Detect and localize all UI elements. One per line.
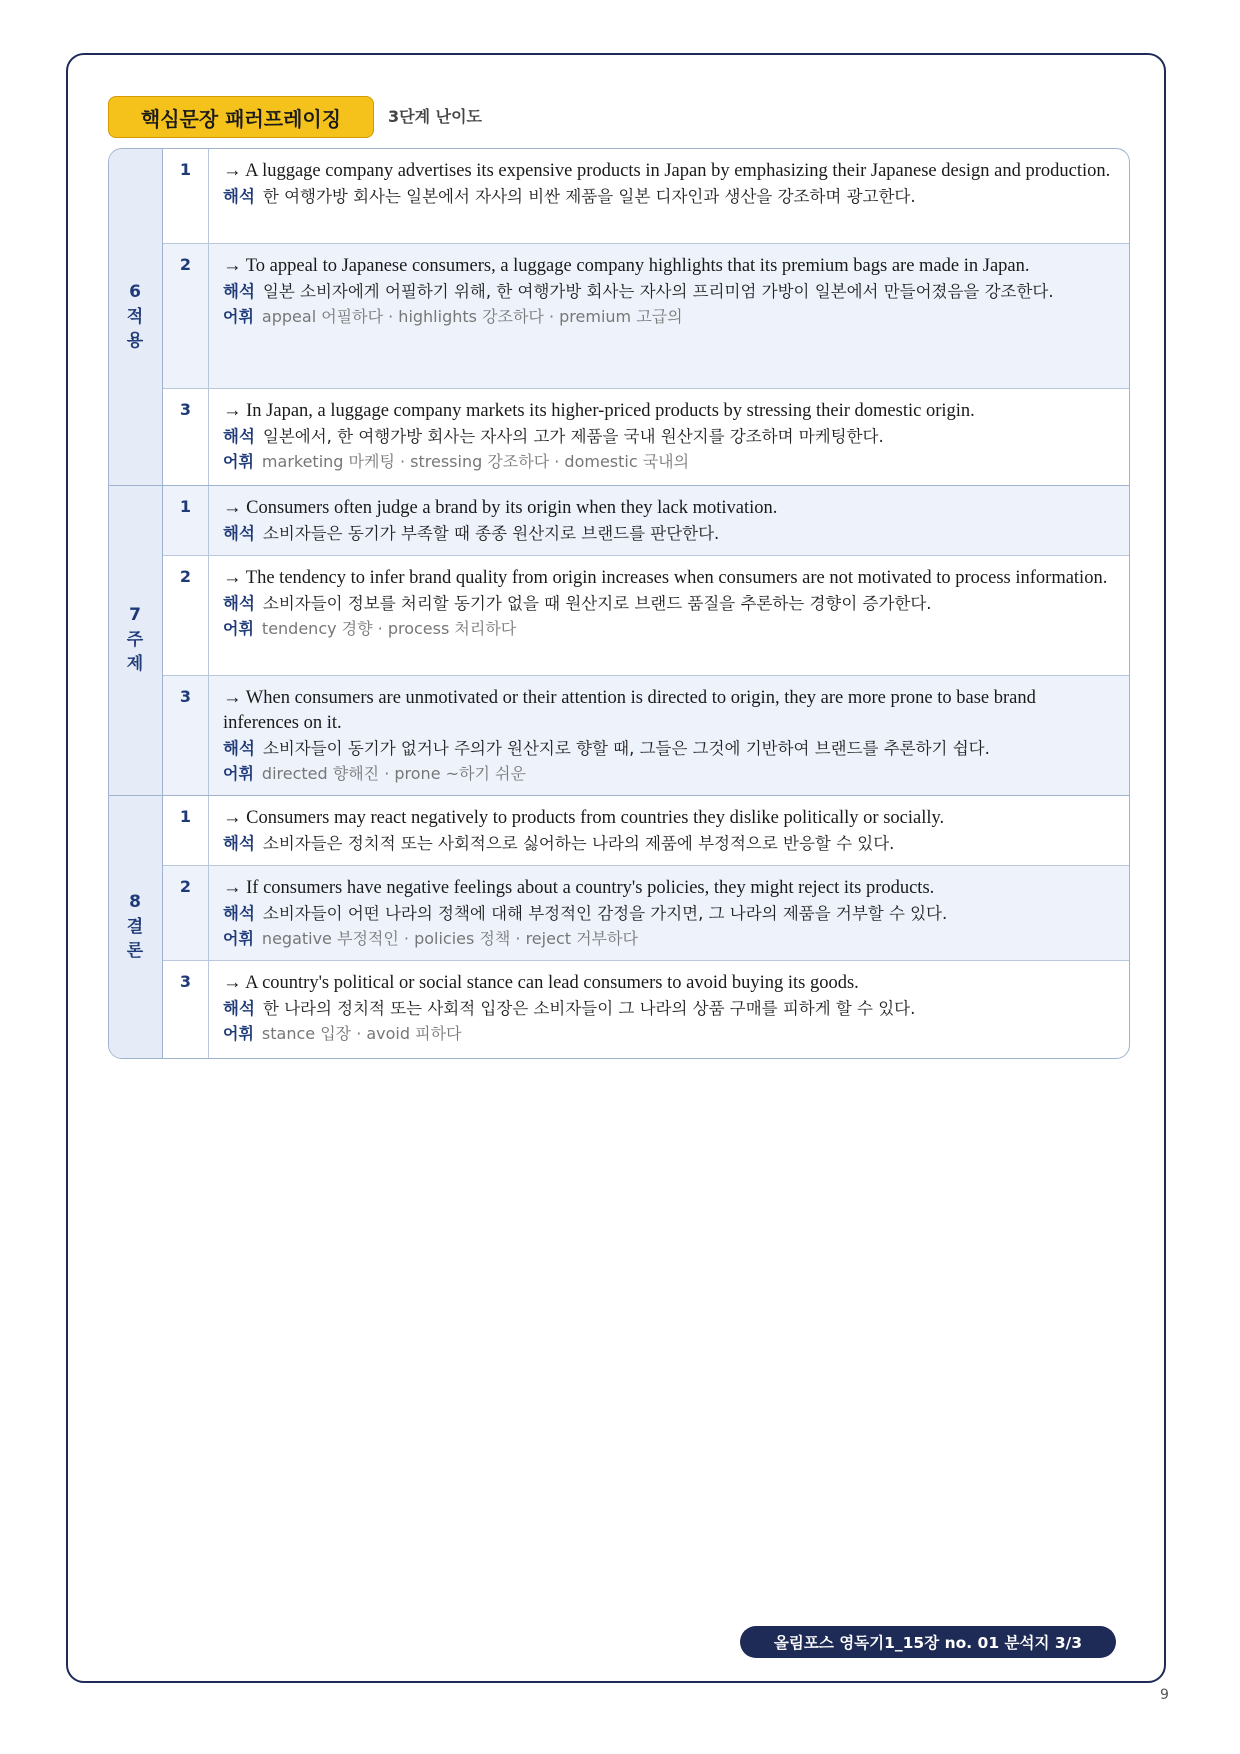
vocabulary-line <box>223 926 1113 951</box>
paraphrase-sentence: → To appeal to Japanese consumers, a luggage company highlights that its premium bags are made in Japan. <box>223 256 1030 276</box>
translation-line <box>223 184 1113 209</box>
vocabulary-text: tendency 경향 · process 처리하다 <box>261 619 517 638</box>
vocabulary-tag: 어휘 <box>223 452 254 471</box>
group-label-topic: 7 주 제 <box>126 605 144 675</box>
translation-tag: 해석 <box>223 187 255 206</box>
vocabulary-text: negative 부정적인 · policies 정책 · reject 거부하다 <box>261 929 638 948</box>
row-content <box>223 876 1113 951</box>
translation-tag: 해석 <box>223 282 255 301</box>
translation-text: 소비자들은 정치적 또는 사회적으로 싫어하는 나라의 제품에 부정적으로 반응할 수 있다. <box>262 834 895 853</box>
translation-line <box>223 521 1113 546</box>
table-row <box>163 865 1129 960</box>
translation-text: 소비자들이 정보를 처리할 동기가 없을 때 원산지로 브랜드 품질을 추론하는 경향이 증가한다. <box>262 594 932 613</box>
vocabulary-text: appeal 어필하다 · highlights 강조하다 · premium 고급의 <box>261 307 683 326</box>
translation-line <box>223 736 1113 761</box>
vocabulary-line <box>223 1021 1113 1046</box>
row-content <box>223 971 1113 1046</box>
row-content <box>223 686 1113 786</box>
row-content <box>223 399 1113 474</box>
translation-tag: 해석 <box>223 427 255 446</box>
table-row <box>163 555 1129 675</box>
vocabulary-tag: 어휘 <box>223 1024 254 1043</box>
row-content <box>223 159 1113 209</box>
paraphrase-sentence: → A luggage company advertises its expensive products in Japan by emphasizing their Japanese design and production. <box>223 161 1111 181</box>
row-content <box>223 254 1113 329</box>
row-content <box>223 496 1113 546</box>
vocabulary-line <box>223 761 1113 786</box>
translation-line <box>223 424 1113 449</box>
translation-text: 한 여행가방 회사는 일본에서 자사의 비싼 제품을 일본 디자인과 생산을 강조하며 광고한다. <box>262 187 916 206</box>
translation-text: 한 나라의 정치적 또는 사회적 입장은 소비자들이 그 나라의 상품 구매를 피하게 할 수 있다. <box>262 999 916 1018</box>
paraphrase-sentence: → A country's political or social stance can lead consumers to avoid buying its goods. <box>223 973 859 993</box>
translation-tag: 해석 <box>223 739 255 758</box>
section-title-badge: 핵심문장 패러프레이징 <box>108 96 374 138</box>
vocabulary-tag: 어휘 <box>223 307 254 326</box>
translation-tag: 해석 <box>223 594 255 613</box>
row-number: 1 <box>163 796 209 865</box>
page-number: 9 <box>1160 1687 1169 1703</box>
translation-text: 소비자들은 동기가 부족할 때 종종 원산지로 브랜드를 판단한다. <box>262 524 720 543</box>
translation-tag: 해석 <box>223 999 255 1018</box>
paraphrase-sentence: → Consumers often judge a brand by its origin when they lack motivation. <box>223 498 778 518</box>
table-row <box>163 149 1129 243</box>
paraphrase-sentence: → If consumers have negative feelings about a country's policies, they might reject its products. <box>223 878 935 898</box>
row-content <box>223 566 1113 641</box>
vocabulary-line <box>223 616 1113 641</box>
row-number: 2 <box>163 556 209 675</box>
vocabulary-line <box>223 304 1113 329</box>
row-number: 2 <box>163 244 209 388</box>
translation-tag: 해석 <box>223 904 255 923</box>
translation-tag: 해석 <box>223 834 255 853</box>
translation-text: 일본 소비자에게 어필하기 위해, 한 여행가방 회사는 자사의 프리미엄 가방이 일본에서 만들어졌음을 강조한다. <box>262 282 1054 301</box>
paraphrase-table <box>108 148 1130 1059</box>
paraphrase-sentence: → Consumers may react negatively to products from countries they dislike politically or socially. <box>223 808 945 828</box>
translation-text: 소비자들이 동기가 없거나 주의가 원산지로 향할 때, 그들은 그것에 기반하여 브랜드를 추론하기 쉽다. <box>262 739 990 758</box>
group-label-application: 6 적 용 <box>126 282 144 352</box>
row-number: 2 <box>163 866 209 960</box>
row-number: 3 <box>163 389 209 485</box>
row-number: 1 <box>163 486 209 555</box>
difficulty-label: 3단계 난이도 <box>388 107 482 126</box>
vocabulary-tag: 어휘 <box>223 929 254 948</box>
group-label-conclusion: 8 결 론 <box>126 892 144 962</box>
vocabulary-tag: 어휘 <box>223 764 254 783</box>
translation-text: 일본에서, 한 여행가방 회사는 자사의 고가 제품을 국내 원산지를 강조하며 마케팅한다. <box>262 427 884 446</box>
vocabulary-text: directed 향해진 · prone ~하기 쉬운 <box>261 764 526 783</box>
translation-line <box>223 901 1113 926</box>
paraphrase-sentence: → The tendency to infer brand quality from origin increases when consumers are not motivated to process information. <box>223 568 1108 588</box>
row-content <box>223 806 1113 856</box>
table-row <box>163 675 1129 795</box>
vocabulary-line <box>223 449 1113 474</box>
vocabulary-text: stance 입장 · avoid 피하다 <box>261 1024 462 1043</box>
paraphrase-sentence: → In Japan, a luggage company markets its higher-priced products by stressing their domestic origin. <box>223 401 975 421</box>
row-number: 3 <box>163 961 209 1059</box>
translation-text: 소비자들이 어떤 나라의 정책에 대해 부정적인 감정을 가지면, 그 나라의 제품을 거부할 수 있다. <box>262 904 948 923</box>
table-row <box>163 388 1129 485</box>
paraphrase-sentence: → When consumers are unmotivated or their attention is directed to origin, they are more prone to base brand inferences on it. <box>223 688 1036 733</box>
translation-line <box>223 279 1113 304</box>
translation-line <box>223 831 1113 856</box>
vocabulary-text: marketing 마케팅 · stressing 강조하다 · domestic 국내의 <box>261 452 690 471</box>
table-row <box>163 485 1129 555</box>
footer-label: 올림포스 영독기1_15장 no. 01 분석지 3/3 <box>740 1626 1116 1658</box>
translation-line <box>223 996 1113 1021</box>
table-row <box>163 960 1129 1059</box>
table-row <box>163 243 1129 388</box>
translation-tag: 해석 <box>223 524 255 543</box>
vocabulary-tag: 어휘 <box>223 619 254 638</box>
translation-line <box>223 591 1113 616</box>
group-column <box>109 149 163 1058</box>
row-number: 1 <box>163 149 209 243</box>
table-row <box>163 795 1129 865</box>
row-number: 3 <box>163 676 209 795</box>
